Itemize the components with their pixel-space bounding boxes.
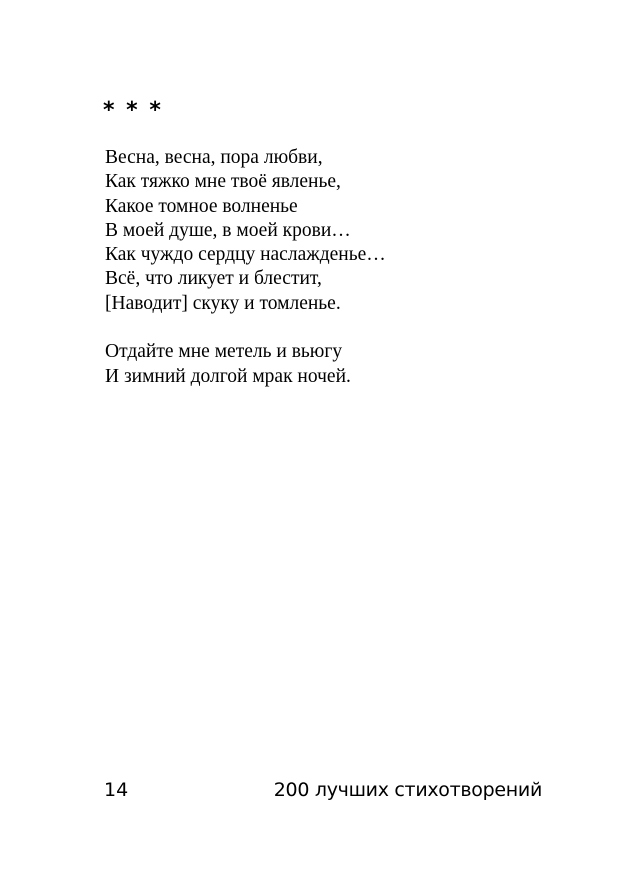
poem-line: Отдайте мне метель и вьюгу — [105, 341, 343, 363]
stanza-1 — [105, 146, 575, 316]
poem-line: Всё, что ликует и блестит, — [105, 268, 322, 290]
running-footer-title: 200 лучших стихотворений — [273, 779, 542, 801]
poem-line: Как чуждо сердцу наслажденье… — [105, 244, 386, 266]
poem-line: [Наводит] скуку и томленье. — [105, 292, 341, 314]
poem-separator: * * * — [103, 98, 163, 123]
poem-line: Какое томное волненье — [105, 195, 298, 217]
poem-line: И зимний долгой мрак ночей. — [105, 365, 351, 387]
poem-line: Весна, весна, пора любви, — [105, 147, 323, 168]
stanza-2 — [105, 340, 575, 389]
poem-body — [105, 146, 575, 413]
page-number: 14 — [104, 779, 129, 801]
poem-line: В моей душе, в моей крови… — [105, 219, 351, 241]
poem-line: Как тяжко мне твоё явленье, — [105, 171, 341, 193]
